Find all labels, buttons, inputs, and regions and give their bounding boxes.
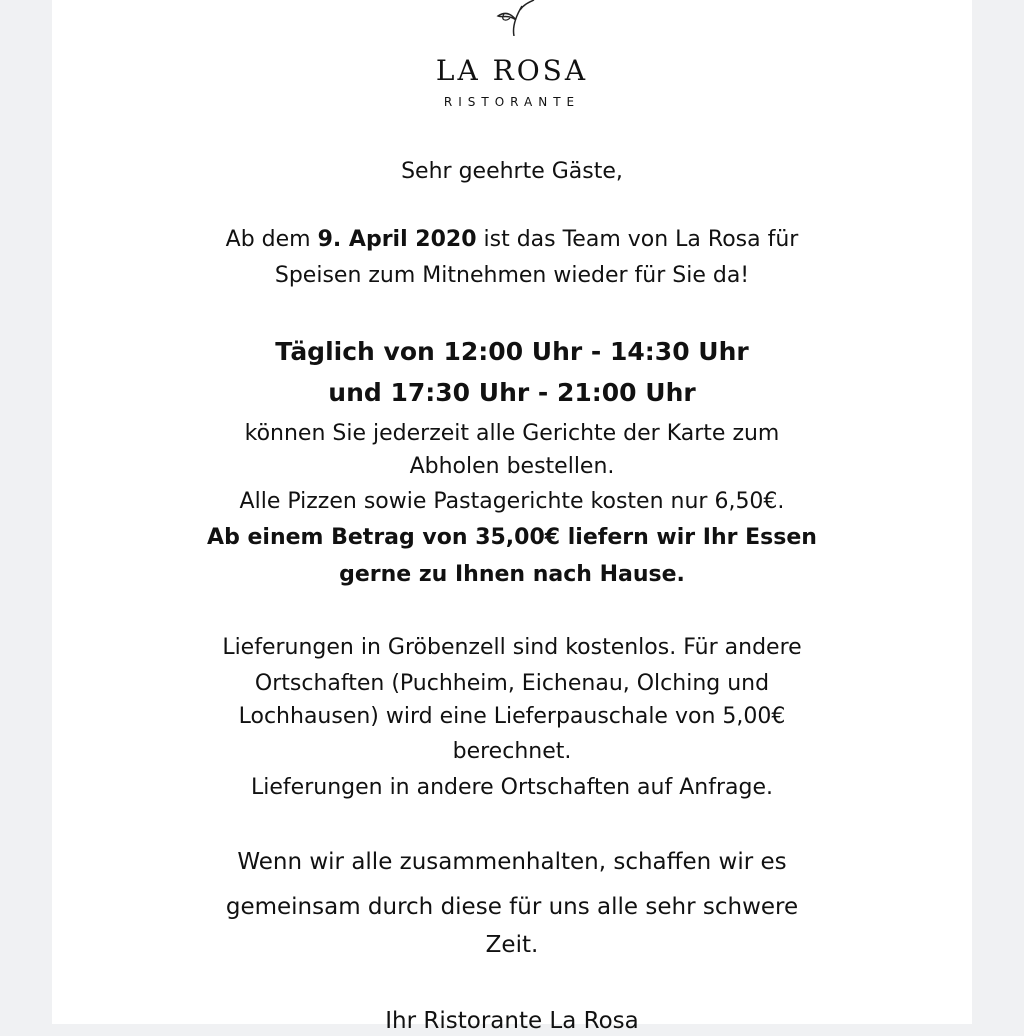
delivery-bold-line-1: Ab einem Betrag von 35,00€ liefern wir Ihr Essen xyxy=(207,525,817,550)
intro-post: ist das Team von La Rosa für xyxy=(476,227,799,252)
intro-date: 9. April 2020 xyxy=(317,227,477,252)
order-line-2: Abholen bestellen. xyxy=(409,454,615,479)
intro-pre: Ab dem xyxy=(225,227,318,252)
signature: Ihr Ristorante La Rosa xyxy=(385,1008,639,1034)
logo-subtitle: RISTORANTE xyxy=(443,95,581,109)
delivery-line-5: Lieferungen in andere Ortschaften auf Anfrage. xyxy=(251,775,773,800)
delivery-line-2: Ortschaften (Puchheim, Eichenau, Olching und xyxy=(254,671,770,696)
delivery-line-3: Lochhausen) wird eine Lieferpauschale von 5,00€ xyxy=(238,704,786,729)
order-line-3: Alle Pizzen sowie Pastagerichte kosten nur 6,50€. xyxy=(239,489,785,514)
closing-line-1: Wenn wir alle zusammenhalten, schaffen wir es xyxy=(237,849,787,875)
hours-line-1: Täglich von 12:00 Uhr - 14:30 Uhr xyxy=(275,337,749,366)
closing-line-3: Zeit. xyxy=(485,932,539,958)
intro-line-1 xyxy=(0,225,1024,255)
intro-line-2: Speisen zum Mitnehmen wieder für Sie da! xyxy=(274,263,750,288)
delivery-line-4: berechnet. xyxy=(452,739,572,764)
greeting: Sehr geehrte Gäste, xyxy=(401,159,623,184)
delivery-bold-line-2: gerne zu Ihnen nach Hause. xyxy=(339,562,685,587)
rose-logo-icon xyxy=(480,0,540,36)
closing-line-2: gemeinsam durch diese für uns alle sehr schwere xyxy=(225,894,799,920)
hours-line-2: und 17:30 Uhr - 21:00 Uhr xyxy=(328,378,696,407)
logo-name: LA ROSA xyxy=(435,54,589,87)
delivery-line-1: Lieferungen in Gröbenzell sind kostenlos. Für andere xyxy=(222,635,802,660)
order-line-1: können Sie jederzeit alle Gerichte der Karte zum xyxy=(244,421,780,446)
